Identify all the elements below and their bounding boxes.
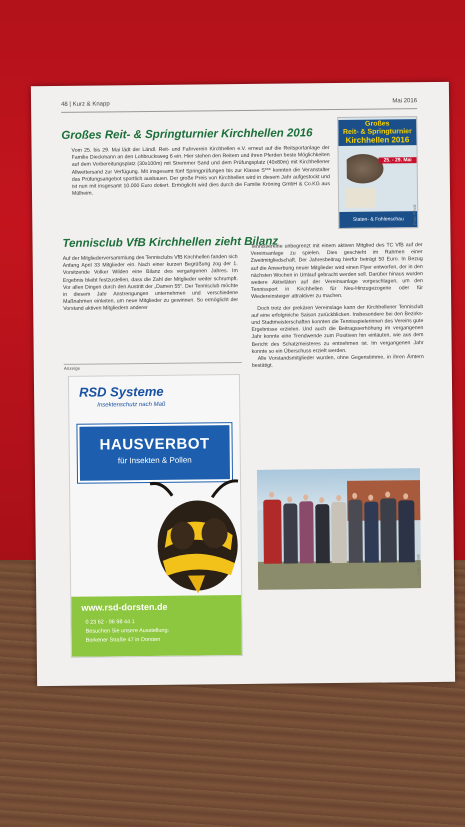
person-head	[403, 493, 408, 499]
ad-tagline: Insektenschutz nach Maß	[97, 401, 166, 409]
ad-brand: RSD Systeme	[78, 383, 164, 400]
ad-label: Anzeige	[63, 365, 81, 371]
poster-footer: Staten- & Fohlenschau	[339, 211, 417, 228]
person-head	[352, 493, 357, 499]
article1-body: Vom 25. bis 29. Mai lädt der Ländl. Reit- und Fahrverein Kirchhellen e.V. erneut auf die Reitsportanlage der Familie Dieckmann an den Lohbrucksweg 6 ein. Hier stehen den Reitern und ihren Pferden beste Möglichkeiten auf dem Vorbereitungsplatz (30x100m) mit Stremmer Sand und dem Prüfungsplatz (40x80m) mit Kirchhellener Allwettersand zur Verfügung. Mit insgesamt fünf Springprüfungen bis zur Klasse S*** konnten die Veranstalter das Prüfungsangebot sportlich ausbauen. Der große Preis von Kirchhellen wird in diesem Jahr aufgestockt und ist nun mit insgesamt 10.000 Euro dotiert. Ermöglicht wird dies durch die Familie Kröning GmbH & Co.KG aus Mülheim.	[71, 145, 330, 197]
ad-headline: HAUSVERBOT	[99, 435, 210, 454]
person-head	[269, 492, 274, 498]
page-header	[61, 98, 417, 108]
article1-title: Großes Reit- & Springturnier Kirchhellen 2016	[61, 127, 313, 142]
person	[331, 502, 347, 563]
person	[398, 500, 415, 562]
poster-title-line1: Großes	[364, 120, 390, 128]
person	[299, 501, 314, 563]
person-head	[319, 497, 324, 503]
poster-title-line3: Kirchhellen 2016	[345, 135, 410, 145]
header-left: 48 | Kurz & Knapp	[61, 101, 110, 108]
ad-subheadline: für Insekten & Pollen	[117, 455, 192, 466]
header-right: Mai 2016	[392, 98, 418, 105]
tournament-poster	[337, 116, 418, 229]
newspaper-page	[31, 82, 455, 686]
person	[380, 498, 397, 562]
article2-paragraph2: Doch trotz der prekären Vereinslage kann der Kirchhellener Tennisclub auf eine erfolgreiche Saison zurückblicken. Insbesondere bei den Bezirks- und Stadtmeisterschaften konnten die Tennisspielerinnen des Vereins gute Ergebnisse erzielen. Und auch die Beitragsserhöhung im vergangenen Jahr konnte eine Trendwende zum Positiven hin einläuten, wie aus dem Bericht des Schatzmeisteres zu entnehmen ist. Im vergangenen Jahr konnte so ein Überschuss erzielt werden.	[251, 303, 424, 355]
poster-title	[338, 119, 416, 146]
person	[348, 500, 363, 563]
person-head	[287, 496, 292, 502]
ad-divider	[64, 362, 242, 365]
wasp-icon	[142, 475, 243, 596]
person-head	[303, 494, 308, 500]
person	[263, 500, 282, 564]
header-divider	[61, 108, 417, 113]
person-head	[368, 495, 373, 501]
person	[283, 503, 298, 563]
ad-phone: 0 23 62 - 96 98 44 1	[85, 619, 135, 626]
group-photo	[257, 468, 421, 590]
person	[315, 504, 330, 563]
article2-column1: Auf der Mitgliederversammlung des Tennisclubs VfB Kirchhellen fanden sich Anfang April 33 Mitglieder ein. Nach einer kurzen Begrüßung zog der 1. Vorsitzende Volker Wilden eine Bilanz des vergangenen Jahres. Im Ergebnis bleibt festzustellen, dass die Zahl der Mitglieder weiter schrumpft. Vor allen Dingen durch den Austritt der „Damen 55“. Der Tennisclub möchte in diesem Jahr Anstrengungen unternehmen und verschiedene Maßnahmen einleiten, um neue Mitglieder zu gewinnen. So ermöglicht der Vorstand aktiven Mitgliedern anderer	[62, 254, 239, 313]
poster-title-line2: Reit- & Springturnier	[342, 128, 412, 136]
ad-url[interactable]: www.rsd-dorsten.de	[81, 601, 168, 613]
poster-sponsor-box	[345, 188, 375, 208]
ad-note: Besuchen Sie unsere Ausstellung:	[85, 627, 170, 635]
photo-credit: Foto: Privat	[415, 554, 421, 575]
person-head	[385, 491, 390, 497]
article2-title: Tennisclub VfB Kirchhellen zieht Bilanz	[62, 235, 279, 250]
ad-address: Borkener Straße 47 in Dorsten	[85, 636, 161, 644]
person	[364, 502, 379, 563]
photo-ground	[258, 560, 421, 590]
person-head	[336, 495, 341, 501]
ad-banner	[77, 423, 232, 483]
article2-paragraph3: Alle Vorstandsmitglieder wurden, ohne Gegenstimme, in ihren Ämtern bestätigt.	[251, 354, 424, 370]
poster-photo-credit: Foto: Privat	[411, 204, 418, 225]
article2-paragraph1: Tennisvereine unbegrenzt mit einem aktiven Mitglied des TC VfB auf der Vereinsanlage zu spielen. Dies geschieht im Rahmen einer Zweitmitgliedschaft. Der Jahresbeitrag hierfür beträgt 50 Euro. In Bezug auf die Anwerbung neuer Mitglieder wird einen Flyer entworfen, der in den nächsten Wochen in Umlauf gebracht werden soll. Darüber hinaus wurden weitere Aktivitäten auf der Vereinsanlage vorgeschlagen, um den Tennissport in Kirchhellen für Neu-Hinzugezogene oder für Wiedereinsteiger attraktiver zu machen.	[250, 242, 424, 301]
article2-column2	[251, 242, 424, 370]
poster-date: 25. - 29. Mai	[379, 157, 417, 163]
rsd-advertisement	[68, 374, 243, 658]
